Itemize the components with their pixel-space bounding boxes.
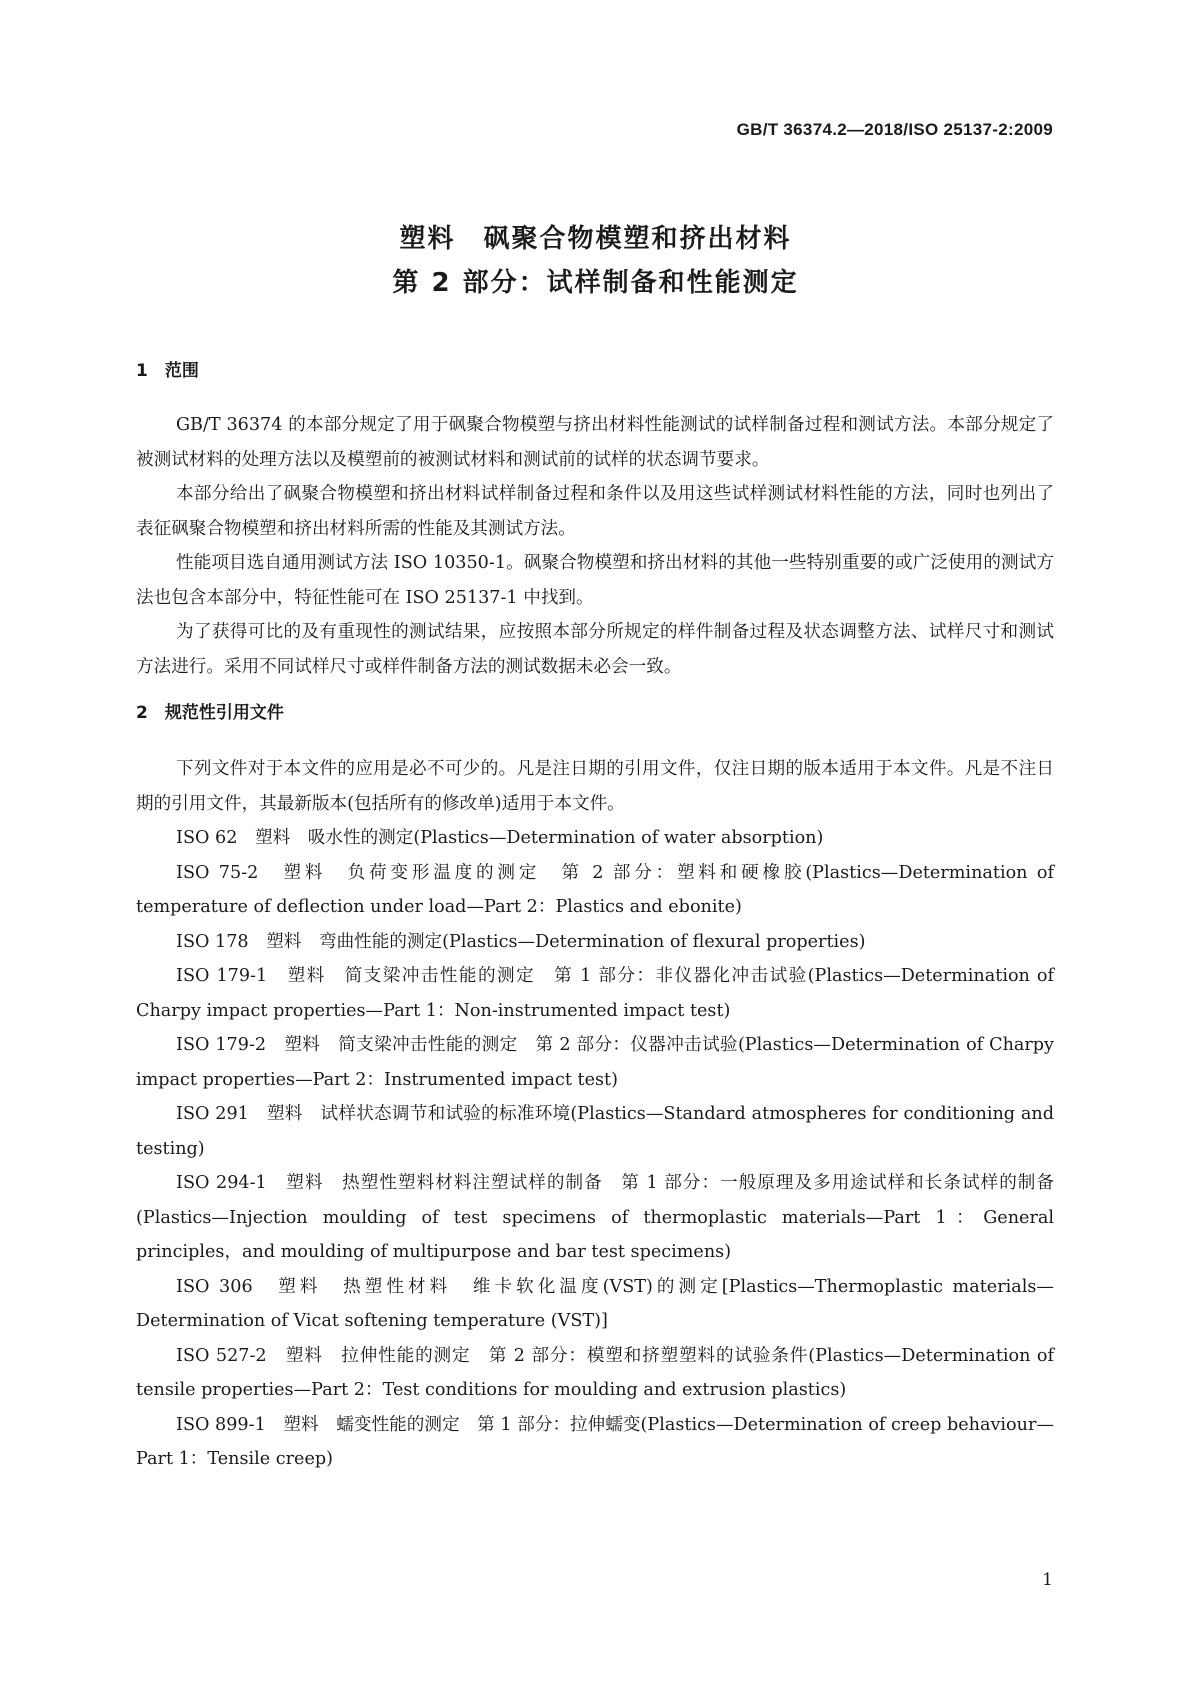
reference-item: ISO 306 塑料 热塑性材料 维卡软化温度(VST)的测定[Plastics—Thermoplastic materials—Determination of Vicat softening temperature (VST)]: [136, 1276, 1054, 1331]
section-1-body: [136, 408, 1054, 684]
reference-item: ISO 179-2 塑料 简支梁冲击性能的测定 第 2 部分：仪器冲击试验(Plastics—Determination of Charpy impact properties—Part 2：Instrumented impact test): [136, 1035, 1054, 1090]
document-title-line1: 塑料 砜聚合物模塑和挤出材料: [399, 224, 792, 254]
reference-item: ISO 291 塑料 试样状态调节和试验的标准环境(Plastics—Standard atmospheres for conditioning and testing): [136, 1104, 1054, 1159]
reference-item: ISO 899-1 塑料 蠕变性能的测定 第 1 部分：拉伸蠕变(Plastics—Determination of creep behaviour—Part 1：Tensile creep): [136, 1414, 1054, 1469]
paragraph: 本部分给出了砜聚合物模塑和挤出材料试样制备过程和条件以及用这些试样测试材料性能的方法，同时也列出了表征砜聚合物模塑和挤出材料所需的性能及其测试方法。: [136, 484, 1054, 539]
paragraph: GB/T 36374 的本部分规定了用于砜聚合物模塑与挤出材料性能测试的试样制备过程和测试方法。本部分规定了被测试材料的处理方法以及模塑前的被测试材料和测试前的试样的状态调节要求。: [136, 415, 1054, 470]
section-1-heading: 1 范围: [136, 361, 199, 381]
page-number: 1: [1042, 1570, 1053, 1590]
paragraph: 性能项目选自通用测试方法 ISO 10350-1。砜聚合物模塑和挤出材料的其他一些特别重要的或广泛使用的测试方法也包含本部分中，特征性能可在 ISO 25137-1 中找到。: [136, 553, 1054, 608]
standard-code: GB/T 36374.2—2018/ISO 25137-2:2009: [736, 120, 1053, 139]
paragraph: 为了获得可比的及有重现性的测试结果，应按照本部分所规定的样件制备过程及状态调整方法、试样尺寸和测试方法进行。采用不同试样尺寸或样件制备方法的测试数据未必会一致。: [136, 622, 1054, 677]
section-2-heading: 2 规范性引用文件: [136, 703, 284, 723]
reference-item: ISO 179-1 塑料 简支梁冲击性能的测定 第 1 部分：非仪器化冲击试验(Plastics—Determination of Charpy impact properties—Part 1：Non-instrumented impact test): [136, 966, 1054, 1021]
document-title-line2: 第 2 部分：试样制备和性能测定: [392, 268, 799, 298]
reference-item: ISO 178 塑料 弯曲性能的测定(Plastics—Determination of flexural properties): [176, 931, 866, 952]
reference-item: ISO 294-1 塑料 热塑性塑料材料注塑试样的制备 第 1 部分：一般原理及多用途试样和长条试样的制备(Plastics—Injection moulding of test specimens of thermoplastic materials—Part 1：General principles，and moulding of multipurpose and bar test specimens): [136, 1173, 1054, 1262]
paragraph: 下列文件对于本文件的应用是必不可少的。凡是注日期的引用文件，仅注日期的版本适用于本文件。凡是不注日期的引用文件，其最新版本(包括所有的修改单)适用于本文件。: [136, 759, 1054, 814]
reference-item: ISO 75-2 塑料 负荷变形温度的测定 第 2 部分：塑料和硬橡胶(Plastics—Determination of temperature of deflection under load—Part 2：Plastics and ebonite): [136, 862, 1054, 917]
reference-item: ISO 527-2 塑料 拉伸性能的测定 第 2 部分：模塑和挤塑塑料的试验条件(Plastics—Determination of tensile properties—Part 2：Test conditions for moulding and extrusion plastics): [136, 1345, 1054, 1400]
section-2-body: [136, 752, 1054, 1477]
reference-item: ISO 62 塑料 吸水性的测定(Plastics—Determination of water absorption): [176, 828, 824, 848]
